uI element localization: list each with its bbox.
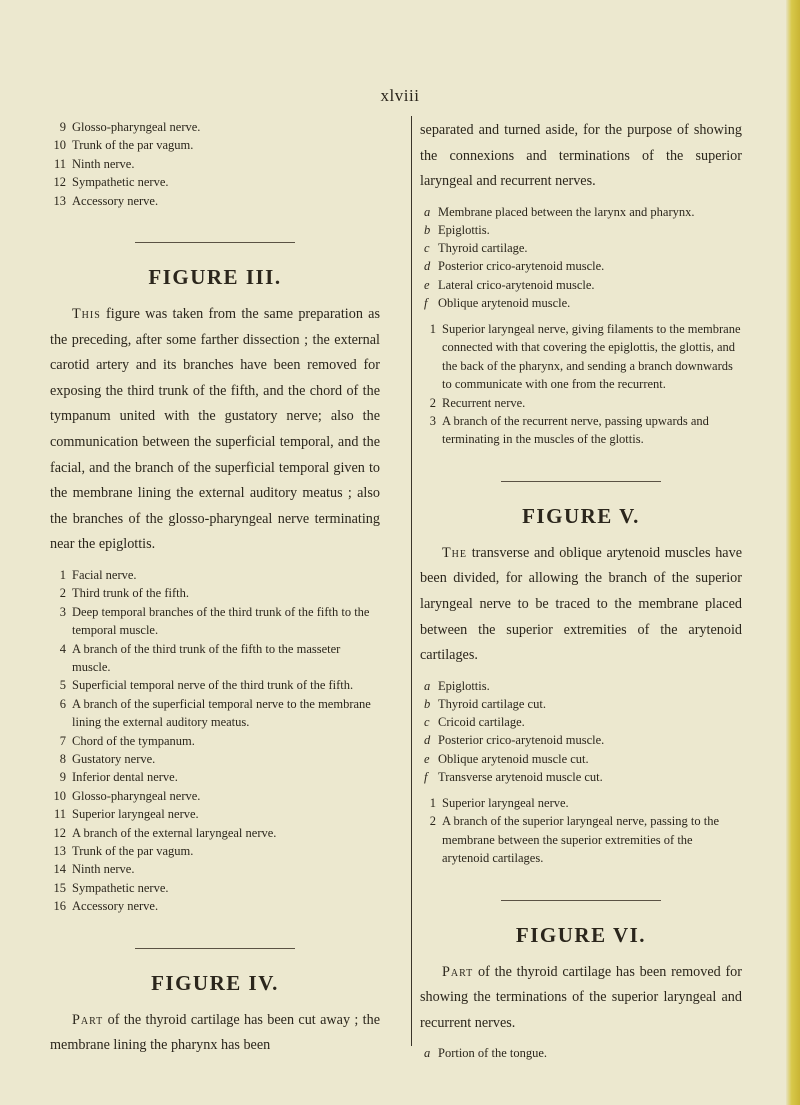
- item-text: Facial nerve.: [72, 567, 137, 582]
- item-text: Epiglottis.: [438, 678, 490, 693]
- list-item: [420, 695, 742, 713]
- list-item: [50, 676, 380, 694]
- item-text: Superior laryngeal nerve.: [442, 796, 569, 811]
- item-text: Sympathetic nerve.: [72, 880, 169, 895]
- list-item: [420, 812, 742, 867]
- figure-5-letter-legend: [420, 677, 742, 786]
- list-item: [420, 768, 742, 786]
- item-letter: a: [424, 678, 431, 693]
- list-item: [50, 695, 380, 732]
- figure-6-letter-legend: [420, 1044, 742, 1062]
- list-item: [50, 192, 380, 210]
- item-number: 12: [53, 825, 66, 840]
- item-text: Chord of the tympanum.: [72, 733, 195, 748]
- item-number: 10: [53, 138, 66, 153]
- item-number: 1: [429, 796, 436, 811]
- figure-3-text: figure was taken from the same preparation as the preceding, after some farther dissection ; the external carotid artery and its branches have been removed for exposing the third trunk of the fifth, and the chord of the tympanum united with the gustatory nerve; also the communication between the superficial temporal, and the facial, and the branch of the superficial temporal given to the membrane lining the external auditory meatus ; also the branches of the glosso-pharyngeal nerve terminating near the epiglottis.: [50, 306, 380, 553]
- list-item: [50, 118, 380, 136]
- item-number: 1: [429, 322, 436, 336]
- item-text: Superior laryngeal nerve, giving filaments to the membrane connected with that covering the epiglottis, the glottis, and the back of the pharynx, and sending a branch downwards to communicate with one from the recurrent.: [442, 322, 741, 392]
- item-number: 14: [53, 862, 66, 877]
- list-item: [50, 842, 380, 860]
- item-number: 16: [53, 899, 66, 914]
- list-item: [50, 824, 380, 842]
- item-number: 9: [59, 770, 66, 785]
- list-item: [420, 203, 742, 221]
- list-item: [50, 860, 380, 878]
- item-number: 8: [59, 752, 66, 767]
- item-text: Accessory nerve.: [72, 899, 159, 914]
- list-item: [420, 677, 742, 695]
- list-item: [50, 173, 380, 191]
- item-text: Lateral crico-arytenoid muscle.: [438, 277, 595, 292]
- item-text: A branch of the third trunk of the fifth to the masseter muscle.: [72, 641, 341, 674]
- list-item: [50, 640, 380, 677]
- item-text: Gustatory nerve.: [72, 752, 156, 767]
- list-item: [420, 750, 742, 768]
- right-column: [420, 118, 742, 1063]
- item-letter: e: [424, 277, 430, 292]
- item-letter: f: [424, 769, 428, 784]
- list-item: [50, 603, 380, 640]
- item-text: Glosso-pharyngeal nerve.: [72, 120, 201, 134]
- item-text: A branch of the superior laryngeal nerve, passing to the membrane between the superior extremities of the arytenoid cartilages.: [442, 814, 719, 866]
- section-divider: [501, 900, 661, 901]
- item-letter: c: [424, 715, 430, 730]
- list-item: [50, 897, 380, 915]
- item-letter: d: [424, 733, 431, 748]
- item-text: Superficial temporal nerve of the third trunk of the fifth.: [72, 678, 354, 693]
- item-text: Trunk of the par vagum.: [72, 844, 194, 859]
- list-item: [50, 750, 380, 768]
- left-column: [50, 118, 380, 1059]
- figure-4-description: [50, 1008, 380, 1059]
- figure-6-description: [420, 960, 742, 1037]
- figure-6-text: of the thyroid cartilage has been removed for showing the terminations of the superior laryngeal and recurrent nerves.: [420, 963, 742, 1031]
- list-item: [50, 136, 380, 154]
- item-number: 7: [59, 733, 66, 748]
- item-letter: e: [424, 751, 430, 766]
- item-text: Glosso-pharyngeal nerve.: [72, 788, 201, 803]
- item-number: 6: [59, 696, 66, 711]
- figure-4-number-legend: [420, 320, 742, 449]
- figure-5-lead-word: The: [442, 544, 467, 561]
- item-number: 5: [59, 678, 66, 693]
- list-item: [420, 320, 742, 394]
- item-text: Oblique arytenoid muscle.: [438, 295, 571, 310]
- figure-4-description-continued: separated and turned aside, for the purpose of showing the connexions and terminations of the superior laryngeal and recurrent nerves.: [420, 122, 742, 190]
- page-edge: [786, 0, 800, 1105]
- item-number: 2: [59, 586, 66, 601]
- item-number: 2: [429, 814, 436, 829]
- item-text: Ninth nerve.: [72, 862, 135, 877]
- item-text: Membrane placed between the larynx and pharynx.: [438, 204, 695, 219]
- item-number: 11: [53, 807, 66, 822]
- list-item: [420, 412, 742, 449]
- item-number: 10: [53, 788, 66, 803]
- item-text: Recurrent nerve.: [442, 395, 526, 410]
- item-number: 1: [59, 567, 66, 582]
- figure-6-heading: FIGURE VI.: [515, 922, 647, 947]
- item-text: Accessory nerve.: [72, 193, 159, 208]
- item-number: 13: [53, 193, 66, 208]
- list-item: [420, 1044, 742, 1062]
- page-number: xlviii: [380, 86, 420, 105]
- item-text: Superior laryngeal nerve.: [72, 807, 199, 822]
- item-number: 3: [429, 414, 436, 429]
- section-divider: [501, 481, 661, 482]
- figure-3-lead-word: This: [72, 306, 101, 323]
- item-number: 2: [429, 395, 436, 410]
- figure-4-text: of the thyroid cartilage has been cut away ; the membrane lining the pharynx has been: [50, 1011, 381, 1054]
- list-item: [420, 394, 742, 412]
- list-item: [50, 879, 380, 897]
- figure-5-text: transverse and oblique arytenoid muscles have been divided, for allowing the branch of the superior laryngeal nerve to be traced to the membrane placed between the superior extremities of the arytenoid cartilages.: [420, 544, 742, 664]
- list-item: [420, 713, 742, 731]
- item-letter: c: [424, 241, 430, 256]
- list-item: [50, 768, 380, 786]
- list-item: [50, 566, 380, 584]
- item-text: Oblique arytenoid muscle cut.: [438, 751, 589, 766]
- item-text: Portion of the tongue.: [438, 1046, 548, 1061]
- item-number: 9: [59, 120, 66, 134]
- figure-5-description: [420, 541, 742, 669]
- item-number: 4: [59, 641, 66, 656]
- list-item: [420, 221, 742, 239]
- item-number: 3: [59, 604, 66, 619]
- figure-3-heading: FIGURE III.: [148, 265, 282, 290]
- item-text: A branch of the recurrent nerve, passing upwards and terminating in the muscles of the glottis.: [442, 414, 709, 447]
- item-text: Deep temporal branches of the third trunk of the fifth to the temporal muscle.: [72, 604, 370, 638]
- item-letter: d: [424, 259, 431, 274]
- item-letter: f: [424, 295, 428, 310]
- item-text: Epiglottis.: [438, 222, 490, 237]
- item-text: Thyroid cartilage.: [438, 241, 528, 256]
- figure-5-heading: FIGURE V.: [522, 503, 640, 528]
- item-text: Third trunk of the fifth.: [72, 586, 189, 601]
- item-text: A branch of the external laryngeal nerve.: [72, 825, 277, 840]
- list-item: [420, 276, 742, 294]
- figure-4-heading: FIGURE IV.: [151, 970, 279, 995]
- list-item: [50, 805, 380, 823]
- figure-6-lead-word: Part: [442, 963, 474, 980]
- figure-4-lead-word: Part: [72, 1011, 104, 1028]
- item-text: Trunk of the par vagum.: [72, 138, 194, 153]
- list-item: [50, 787, 380, 805]
- item-letter: a: [424, 1046, 431, 1061]
- item-text: Posterior crico-arytenoid muscle.: [438, 733, 605, 748]
- item-text: Inferior dental nerve.: [72, 770, 178, 785]
- figure-3-legend: [50, 566, 380, 916]
- list-item: [50, 732, 380, 750]
- item-text: Sympathetic nerve.: [72, 175, 169, 190]
- item-text: Cricoid cartilage.: [438, 715, 525, 730]
- item-text: Thyroid cartilage cut.: [438, 697, 546, 712]
- list-item: [420, 794, 742, 812]
- section-divider: [135, 242, 295, 243]
- list-item: [50, 584, 380, 602]
- item-letter: b: [424, 697, 431, 712]
- figure-4-letter-legend: [420, 203, 742, 312]
- column-rule: [411, 116, 412, 1046]
- item-number: 12: [53, 175, 66, 190]
- legend-list-continued: [50, 118, 380, 210]
- item-number: 11: [53, 156, 66, 171]
- list-item: [420, 257, 742, 275]
- item-letter: b: [424, 222, 431, 237]
- figure-5-number-legend: [420, 794, 742, 868]
- item-text: Posterior crico-arytenoid muscle.: [438, 259, 605, 274]
- list-item: [50, 155, 380, 173]
- item-text: Ninth nerve.: [72, 156, 135, 171]
- item-letter: a: [424, 204, 431, 219]
- item-text: Transverse arytenoid muscle cut.: [438, 769, 603, 784]
- item-number: 13: [53, 844, 66, 859]
- item-text: A branch of the superficial temporal nerve to the membrane lining the external auditory meatus.: [72, 696, 371, 730]
- item-number: 15: [53, 880, 66, 895]
- section-divider: [135, 948, 295, 949]
- figure-3-description: [50, 302, 380, 558]
- list-item: [420, 239, 742, 257]
- list-item: [420, 294, 742, 312]
- list-item: [420, 731, 742, 749]
